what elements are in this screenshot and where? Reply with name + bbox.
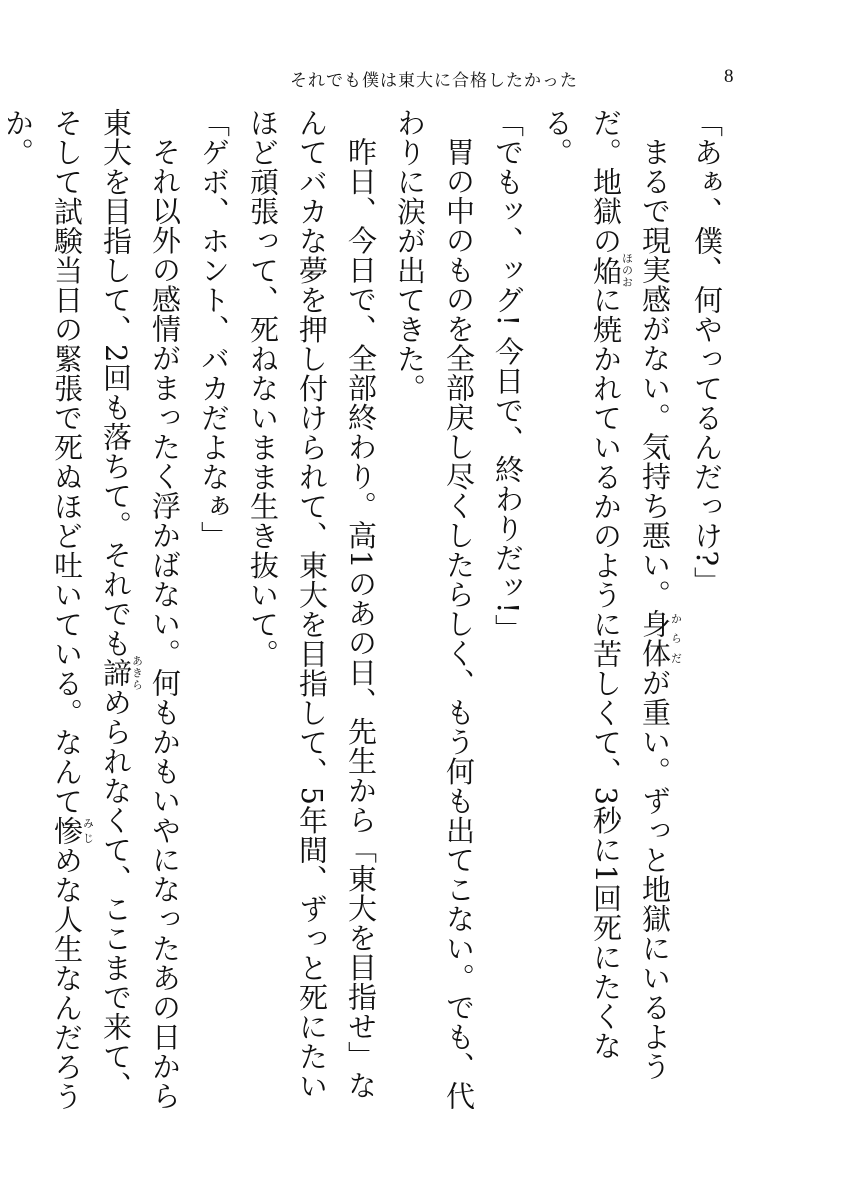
ruby-word: [589, 252, 634, 289]
narration-text: まるで現実感がない。気持ち悪い。: [638, 137, 672, 609]
ruby-base: 身体: [638, 609, 672, 668]
paragraph-2: [532, 108, 682, 1118]
dialogue-line: 「あぁ、僕、何やってるんだっけ?」: [690, 108, 724, 597]
paragraph-7: [0, 108, 189, 1118]
paragraph-1: [682, 108, 731, 1118]
ruby-word: [99, 654, 144, 691]
ruby-base: 焔: [589, 252, 623, 289]
ruby-word: [638, 609, 683, 668]
ruby-reading: ほのお: [620, 252, 634, 289]
paragraph-3: [483, 108, 532, 1118]
running-title: それでも僕は東大に合格したかった: [290, 71, 578, 91]
page-number: 8: [724, 66, 734, 87]
narration-text: めな人生なんだろうか。: [1, 108, 84, 1111]
novel-body-text: [0, 108, 731, 1118]
narration-text: 昨日、今日で、全部終わり。高1のあの日、先生から「東大を目指せ」なんてバカな夢を押し付けられて、東大を目指して、5年間、ずっと死にたいほど頑張って、死ねないまま生き抜いて。: [246, 108, 378, 1101]
paragraph-6: [189, 108, 238, 1118]
ruby-reading: あきら: [130, 654, 144, 691]
narration-text: に焼かれているかのように苦しくて、3秒に1回死にたくなる。: [540, 108, 623, 1061]
narration-text: が重い。ずっと地獄にいるようだ。地獄の: [589, 108, 672, 1081]
dialogue-line: 「でもッ、ッグ! 今日で、終わりだッ!」: [491, 108, 525, 644]
dialogue-line: 「ゲボ、ホント、バカだよなぁ」: [197, 108, 231, 551]
narration-text: められなくて、ここまで来て、そして試験当日の緊張で死ぬほど吐いている。なんて: [50, 108, 133, 1101]
ruby-word: [50, 816, 95, 846]
ruby-reading: みじ: [81, 816, 95, 846]
ruby-base: 諦: [99, 654, 133, 691]
paragraph-5: [238, 108, 385, 1118]
ruby-base: 惨: [50, 816, 84, 846]
ruby-reading: からだ: [669, 609, 683, 668]
narration-text: 胃の中のものを全部戻し尽くしたらしく、もう何も出てこない。でも、代わりに涙が出てきた。: [393, 108, 476, 1111]
narration-text: それ以外の感情がまったく浮かばない。何もかもいやになったあの日から東大を目指して、2回も落ちて。それでも: [99, 108, 182, 1111]
paragraph-4: [385, 108, 483, 1118]
